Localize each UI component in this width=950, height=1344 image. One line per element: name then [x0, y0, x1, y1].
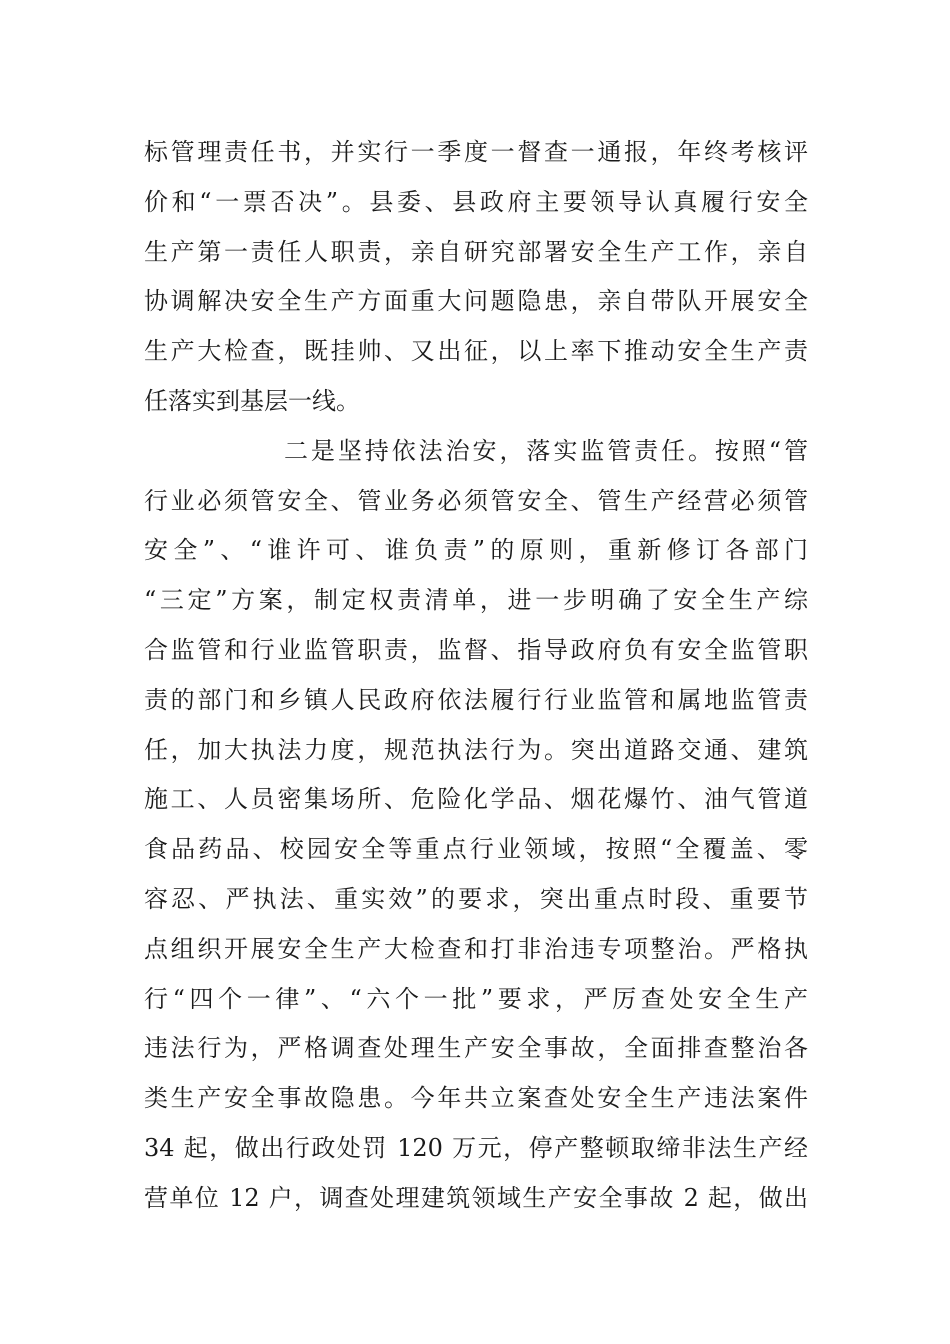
text-line: 任，加大执法力度，规范执法行为。突出道路交通、建筑	[144, 735, 808, 764]
text-line: 34 起，做出行政处罚 120 万元，停产整顿取缔非法生产经	[144, 1133, 808, 1162]
text-line: 生产大检查，既挂帅、又出征，以上率下推动安全生产责	[144, 337, 808, 366]
text-line: 营单位 12 户，调查处理建筑领域生产安全事故 2 起，做出	[144, 1183, 808, 1212]
text-line: 容忍、严执法、重实效”的要求，突出重点时段、重要节	[144, 884, 808, 913]
text-line: 任落实到基层一线。	[144, 386, 360, 415]
text-line: 类生产安全事故隐患。今年共立案查处安全生产违法案件	[144, 1084, 808, 1113]
paragraph-2	[144, 427, 808, 1224]
text-line: 行“四个一律”、“六个一批”要求，严厉查处安全生产	[144, 984, 808, 1013]
text-line: 点组织开展安全生产大检查和打非治违专项整治。严格执	[144, 934, 808, 963]
text-line: 价和“一票否决”。县委、县政府主要领导认真履行安全	[144, 187, 808, 216]
paragraph-1	[144, 128, 808, 427]
text-line: 施工、人员密集场所、危险化学品、烟花爆竹、油气管道	[144, 785, 808, 814]
text-line: 违法行为，严格调查处理生产安全事故，全面排查整治各	[144, 1034, 808, 1063]
body-text	[144, 128, 808, 1224]
text-line: 合监管和行业监管职责，监督、指导政府负有安全监管职	[144, 635, 808, 664]
text-line: 食品药品、校园安全等重点行业领域，按照“全覆盖、零	[144, 835, 808, 864]
text-line: “三定”方案，制定权责清单，进一步明确了安全生产综	[144, 586, 808, 615]
text-line: 责的部门和乡镇人民政府依法履行行业监管和属地监管责	[144, 685, 808, 714]
text-line: 二是坚持依法治安，落实监管责任。按照“管	[284, 436, 808, 465]
text-line: 生产第一责任人职责，亲自研究部署安全生产工作，亲自	[144, 237, 808, 266]
text-line: 协调解决安全生产方面重大问题隐患，亲自带队开展安全	[144, 287, 808, 316]
text-line: 标管理责任书，并实行一季度一督查一通报，年终考核评	[144, 138, 808, 166]
text-line: 行业必须管安全、管业务必须管安全、管生产经营必须管	[144, 486, 808, 515]
text-line: 安全”、“谁许可、谁负责”的原则，重新修订各部门	[144, 536, 808, 565]
